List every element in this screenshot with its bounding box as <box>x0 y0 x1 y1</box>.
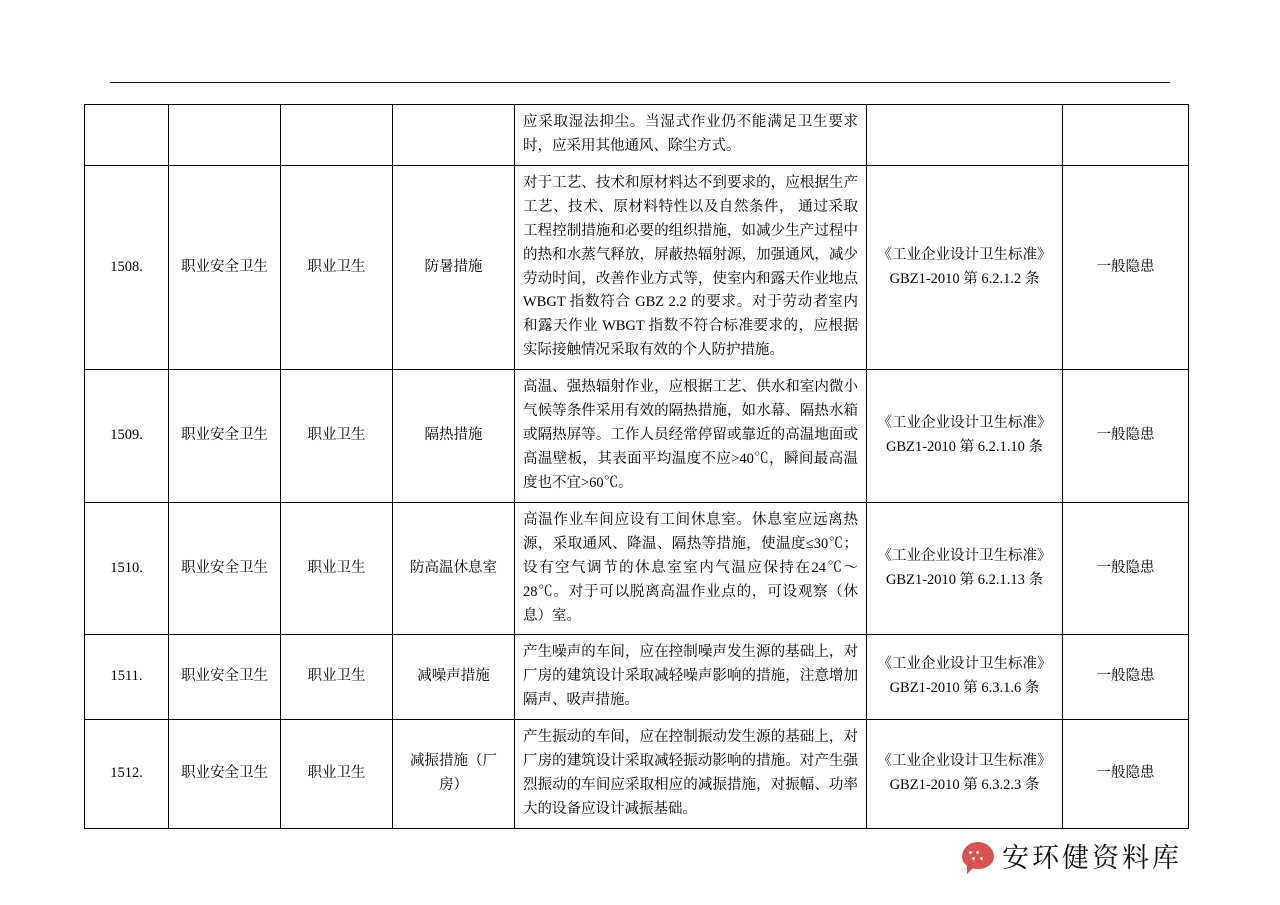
header-divider <box>110 82 1170 83</box>
cell-item: 隔热措施 <box>393 370 515 503</box>
cell-item: 减噪声措施 <box>393 635 515 720</box>
cell-item: 防暑措施 <box>393 165 515 369</box>
cell-standard: 《工业企业设计卫生标准》GBZ1-2010 第 6.2.1.10 条 <box>867 370 1063 503</box>
cell-number: 1509. <box>85 370 169 503</box>
cell-category: 职业安全卫生 <box>169 370 281 503</box>
cell-description: 对于工艺、技术和原材料达不到要求的，应根据生产工艺、技术、原材料特性以及自然条件， 通过采取工程控制措施和必要的组织措施，如减少生产过程中的热和水蒸气释放，屏蔽热辐射源，加强通风，减少劳动时间，改善作业方式等，使室内和露天作业地点 WBGT 指数符合 GBZ 2.2 的要求。对于劳动者室内和露天作业 WBGT 指数不符合标准要求的，应根据实际接触情况采取有效的个人防护措施。 <box>515 165 867 369</box>
cell-specialty: 职业卫生 <box>281 720 393 829</box>
cell-number: 1510. <box>85 502 169 635</box>
cell-standard <box>867 105 1063 166</box>
cell-standard: 《工业企业设计卫生标准》GBZ1-2010 第 6.2.1.13 条 <box>867 502 1063 635</box>
cell-number <box>85 105 169 166</box>
wechat-icon <box>962 842 994 869</box>
cell-description: 应采取湿法抑尘。当湿式作业仍不能满足卫生要求时，应采用其他通风、除尘方式。 <box>515 105 867 166</box>
cell-description: 高温作业车间应设有工间休息室。休息室应远离热源，采取通风、降温、隔热等措施，使温度≤30℃；设有空气调节的休息室室内气温应保持在24℃～28℃。对于可以脱离高温作业点的，可设观察（休息）室。 <box>515 502 867 635</box>
table-row <box>85 165 1189 369</box>
cell-standard: 《工业企业设计卫生标准》GBZ1-2010 第 6.2.1.2 条 <box>867 165 1063 369</box>
inspection-table <box>84 104 1189 829</box>
cell-item: 防高温休息室 <box>393 502 515 635</box>
cell-category: 职业安全卫生 <box>169 165 281 369</box>
cell-category: 职业安全卫生 <box>169 502 281 635</box>
cell-description: 高温、强热辐射作业，应根据工艺、供水和室内微小气候等条件采用有效的隔热措施，如水幕、隔热水箱或隔热屏等。工作人员经常停留或靠近的高温地面或高温壁板，其表面平均温度不应>40℃，瞬间最高温度也不宜>60℃。 <box>515 370 867 503</box>
cell-category: 职业安全卫生 <box>169 635 281 720</box>
cell-standard: 《工业企业设计卫生标准》GBZ1-2010 第 6.3.1.6 条 <box>867 635 1063 720</box>
cell-level: 一般隐患 <box>1063 502 1189 635</box>
table-row <box>85 635 1189 720</box>
cell-item <box>393 105 515 166</box>
cell-level: 一般隐患 <box>1063 720 1189 829</box>
brand-name: 安环健资料库 <box>1002 843 1182 873</box>
table-row <box>85 105 1189 166</box>
cell-number: 1512. <box>85 720 169 829</box>
cell-category <box>169 105 281 166</box>
footer-branding <box>962 836 1182 875</box>
cell-number: 1508. <box>85 165 169 369</box>
inspection-table-container <box>84 104 1188 829</box>
table-row <box>85 502 1189 635</box>
cell-specialty: 职业卫生 <box>281 635 393 720</box>
cell-description: 产生噪声的车间，应在控制噪声发生源的基础上，对厂房的建筑设计采取减轻噪声影响的措施，注意增加隔声、吸声措施。 <box>515 635 867 720</box>
cell-item: 减振措施（厂房） <box>393 720 515 829</box>
cell-standard: 《工业企业设计卫生标准》GBZ1-2010 第 6.3.2.3 条 <box>867 720 1063 829</box>
cell-specialty: 职业卫生 <box>281 370 393 503</box>
cell-level <box>1063 105 1189 166</box>
cell-level: 一般隐患 <box>1063 370 1189 503</box>
cell-level: 一般隐患 <box>1063 635 1189 720</box>
cell-specialty: 职业卫生 <box>281 165 393 369</box>
cell-number: 1511. <box>85 635 169 720</box>
table-row <box>85 720 1189 829</box>
cell-description: 产生振动的车间，应在控制振动发生源的基础上，对厂房的建筑设计采取减轻振动影响的措施。对产生强烈振动的车间应采取相应的减振措施，对振幅、功率大的设备应设计减振基础。 <box>515 720 867 829</box>
cell-specialty <box>281 105 393 166</box>
cell-level: 一般隐患 <box>1063 165 1189 369</box>
cell-category: 职业安全卫生 <box>169 720 281 829</box>
cell-specialty: 职业卫生 <box>281 502 393 635</box>
table-row <box>85 370 1189 503</box>
